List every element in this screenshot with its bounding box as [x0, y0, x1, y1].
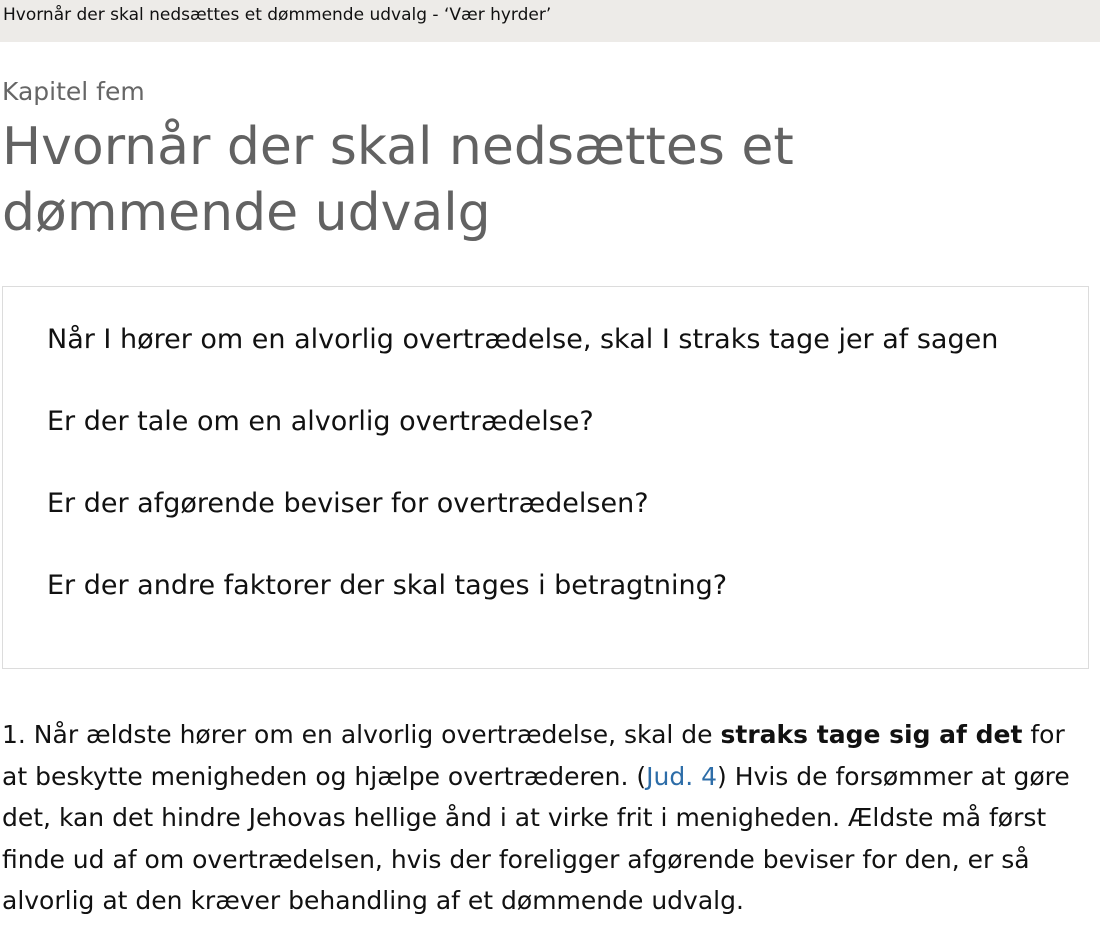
- paragraph-text: for at beskytte menigheden og hjælpe overtræderen. (: [2, 720, 1065, 791]
- paragraph-text: Når ældste hører om en alvorlig overtrædelse, skal de: [25, 720, 721, 749]
- outline-item[interactable]: Er der tale om en alvorlig overtrædelse?: [47, 406, 594, 437]
- chapter-outline: [2, 286, 1089, 669]
- paragraph-emphasis: straks tage sig af det: [720, 720, 1023, 749]
- chapter-label: Kapitel fem: [2, 77, 145, 106]
- paragraph-number: 1.: [2, 720, 26, 749]
- window-title: Hvornår der skal nedsættes et dømmende udvalg - ‘Vær hyrder’: [3, 5, 552, 25]
- outline-item[interactable]: Er der afgørende beviser for overtrædelsen?: [47, 488, 649, 519]
- body-paragraph: [2, 714, 1087, 922]
- paragraph-text: ) Hvis de forsømmer at gøre det, kan det hindre Jehovas hellige ånd i at virke frit i menigheden. Ældste må først finde ud af om overtrædelsen, hvis der foreligger afgørende beviser for den, er så alvorlig at den kræver behandling af et dømmende udvalg.: [2, 761, 1070, 915]
- outline-item[interactable]: Er der andre faktorer der skal tages i betragtning?: [47, 570, 728, 601]
- window-titlebar: [0, 0, 1100, 42]
- page-title: Hvornår der skal nedsættes et dømmende udvalg: [2, 117, 794, 243]
- outline-item[interactable]: Når I hører om en alvorlig overtrædelse, skal I straks tage jer af sagen: [47, 324, 999, 355]
- scripture-link-jude[interactable]: Jud. 4: [646, 761, 718, 791]
